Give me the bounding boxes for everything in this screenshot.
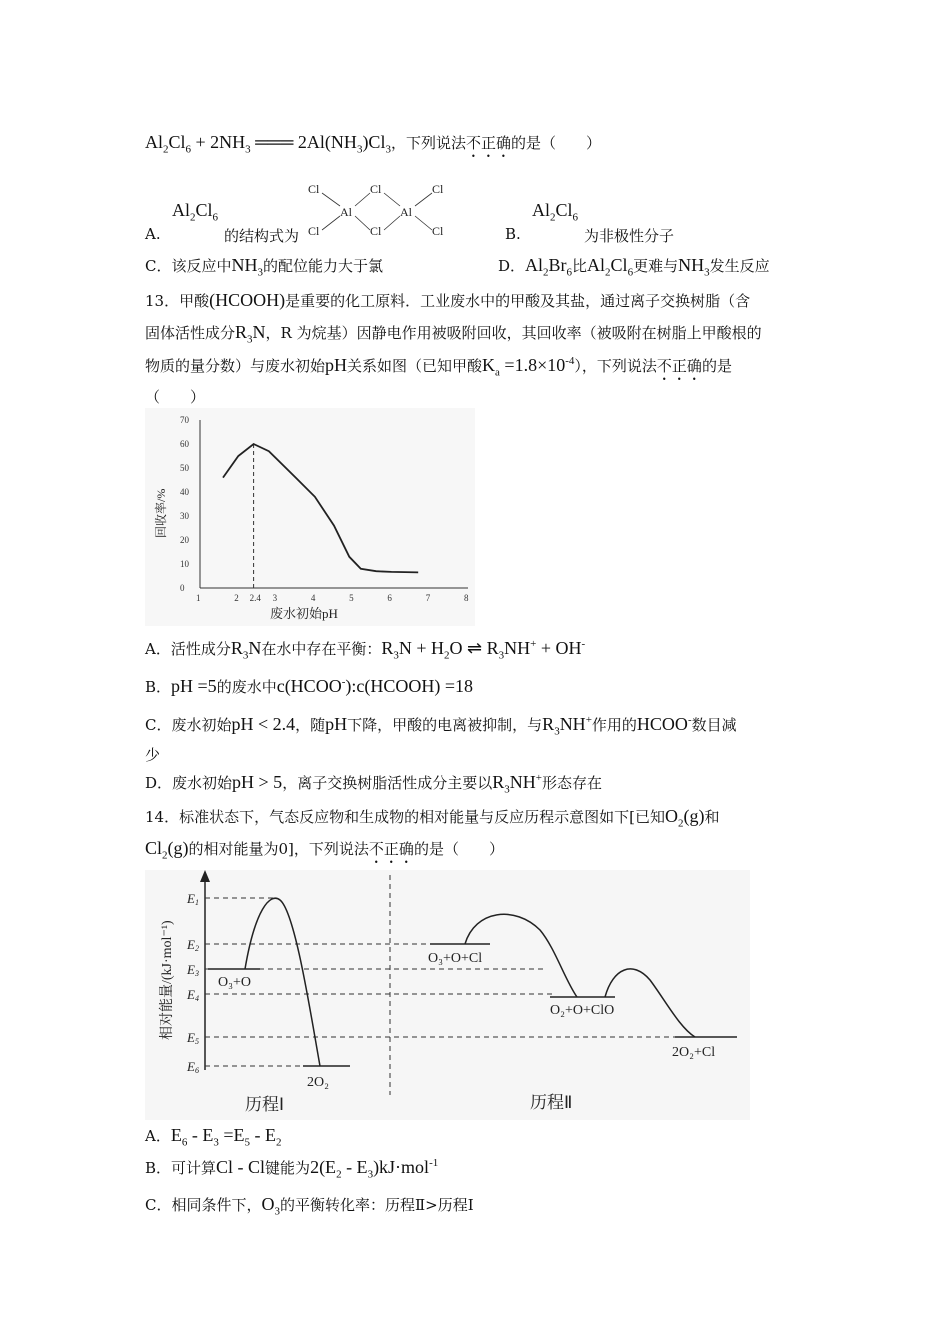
y-tick-label: 70 (180, 415, 189, 425)
y-tick-label: 60 (180, 439, 189, 449)
svg-text:Cl: Cl (370, 224, 382, 238)
q13-option-a: A．活性成分$R_3N$在水中存在平衡：$R_3N + H_2O$ ⇌ $R_3NH^+ + OH^-$ (145, 638, 586, 662)
q12-reaction-line: $Al_2Cl_6 + 2NH_3$ ═══ $2Al(NH_3)Cl_3$，下列说法不正确的是（ ） (145, 132, 601, 156)
svg-text:2O₂: 2O₂ (307, 1075, 329, 1090)
q14-option-a: A．$E_6 - E_3 =E_5 - E_2$ (145, 1125, 282, 1149)
q13-line-1: 13．甲酸(HCOOH)是重要的化工原料．工业废水中的甲酸及其盐，通过离子交换树脂（含 (145, 290, 751, 310)
svg-text:O₂+O+ClO: O₂+O+ClO (550, 1003, 615, 1018)
x-tick-label: 5 (349, 593, 354, 603)
svg-text:Cl: Cl (432, 224, 444, 238)
energy-axis-label: 相对能量/(kJ·mol⁻¹) (160, 920, 175, 1040)
x-tick-label: 6 (387, 593, 392, 603)
q12-option-d: D．$Al_2Br_6$比$Al_2Cl_6$更难与$NH_3$发生反应 (498, 255, 770, 279)
y-tick-label: 40 (180, 487, 189, 497)
q12-option-c: C．该反应中$NH_3$的配位能力大于氯 (145, 255, 383, 279)
x-axis-label: 废水初始pH (270, 606, 338, 621)
svg-text:E1: E1 (187, 891, 199, 907)
q14-option-c: C．相同条件下，$O_3$的平衡转化率：历程Ⅱ>历程Ⅰ (145, 1194, 474, 1218)
x-tick-label: 8 (464, 593, 469, 603)
q13-line-3: 物质的量分数）与废水初始pH关系如图（已知甲酸$K_a =1.8\times 10^{-4}$），下列说法不正确的是 (145, 355, 732, 379)
x-tick-label: 4 (310, 593, 316, 603)
svg-text:Al: Al (340, 205, 352, 219)
svg-text:O₃+O: O₃+O (218, 975, 251, 990)
q12-option-b: B. (505, 225, 521, 243)
y-tick-label: 30 (180, 511, 189, 521)
q13-line-2: 固体活性成分$R_3N$，R 为烷基）因静电作用被吸附回收，其回收率（被吸附在树脂上甲酸根的 (145, 322, 762, 346)
x-tick-label: 7 (425, 593, 431, 603)
svg-text:E3: E3 (187, 962, 199, 978)
q12-option-a-formula: $Al_2Cl_6$ (172, 200, 219, 224)
x-tick-label: 3 (272, 593, 278, 603)
svg-text:E6: E6 (187, 1059, 199, 1075)
q12-option-b-text: 为非极性分子 (584, 227, 675, 245)
y-tick-label: 0 (180, 583, 185, 593)
svg-text:Cl: Cl (432, 182, 444, 196)
q12-option-b-formula: $Al_2Cl_6$ (532, 200, 579, 224)
process-2-label: 历程Ⅱ (530, 1093, 573, 1112)
energy-diagram (145, 870, 750, 1120)
svg-text:Cl: Cl (308, 182, 320, 196)
svg-text:E5: E5 (187, 1030, 199, 1046)
y-tick-label: 50 (180, 463, 189, 473)
x-tick-label: 2.4 (249, 593, 261, 603)
svg-text:2O₂+Cl: 2O₂+Cl (672, 1045, 716, 1060)
x-tick-label: 1 (196, 593, 201, 603)
process-1-label: 历程Ⅰ (245, 1095, 285, 1114)
q12-option-a-text: 的结构式为 (224, 227, 300, 245)
y-tick-label: 20 (180, 535, 189, 545)
y-tick-label: 10 (180, 559, 189, 569)
q14-option-b: B．可计算Cl - Cl键能为$2(E_2 - E_3)kJ\cdot mol^{-1}$ (145, 1157, 439, 1181)
q13-option-c-cont: 少 (145, 746, 161, 764)
q13-line-4: （ ） (145, 388, 206, 406)
al2cl6-structure (300, 178, 460, 242)
svg-text:O₃+O+Cl: O₃+O+Cl (428, 951, 483, 966)
svg-text:Al: Al (400, 205, 412, 219)
q12-option-a: A. (145, 225, 161, 243)
svg-text:Cl: Cl (370, 182, 382, 196)
svg-text:E2: E2 (187, 937, 199, 953)
x-tick-label: 2 (234, 593, 239, 603)
q14-line-1: 14．标准状态下，气态反应物和生成物的相对能量与反应历程示意图如下[已知$O_2(g)$和 (145, 806, 720, 830)
q13-option-b: B．pH =5的废水中c(HCOO-):c(HCOOH) =18 (145, 676, 474, 696)
q13-option-d: D．废水初始pH > 5，离子交换树脂活性成分主要以$R_3NH^+$形态存在 (145, 772, 602, 796)
q14-line-2: $Cl_2(g)$的相对能量为0]，下列说法不正确的是（ ） (145, 838, 504, 862)
y-axis-label: 回收率/% (154, 488, 168, 538)
svg-text:Cl: Cl (308, 224, 320, 238)
svg-text:E4: E4 (187, 987, 199, 1003)
q13-option-c: C．废水初始pH < 2.4，随pH下降，甲酸的电离被抑制，与$R_3NH^+$作用的HCOO-数目减 (145, 714, 737, 738)
recovery-rate-chart (145, 408, 475, 626)
